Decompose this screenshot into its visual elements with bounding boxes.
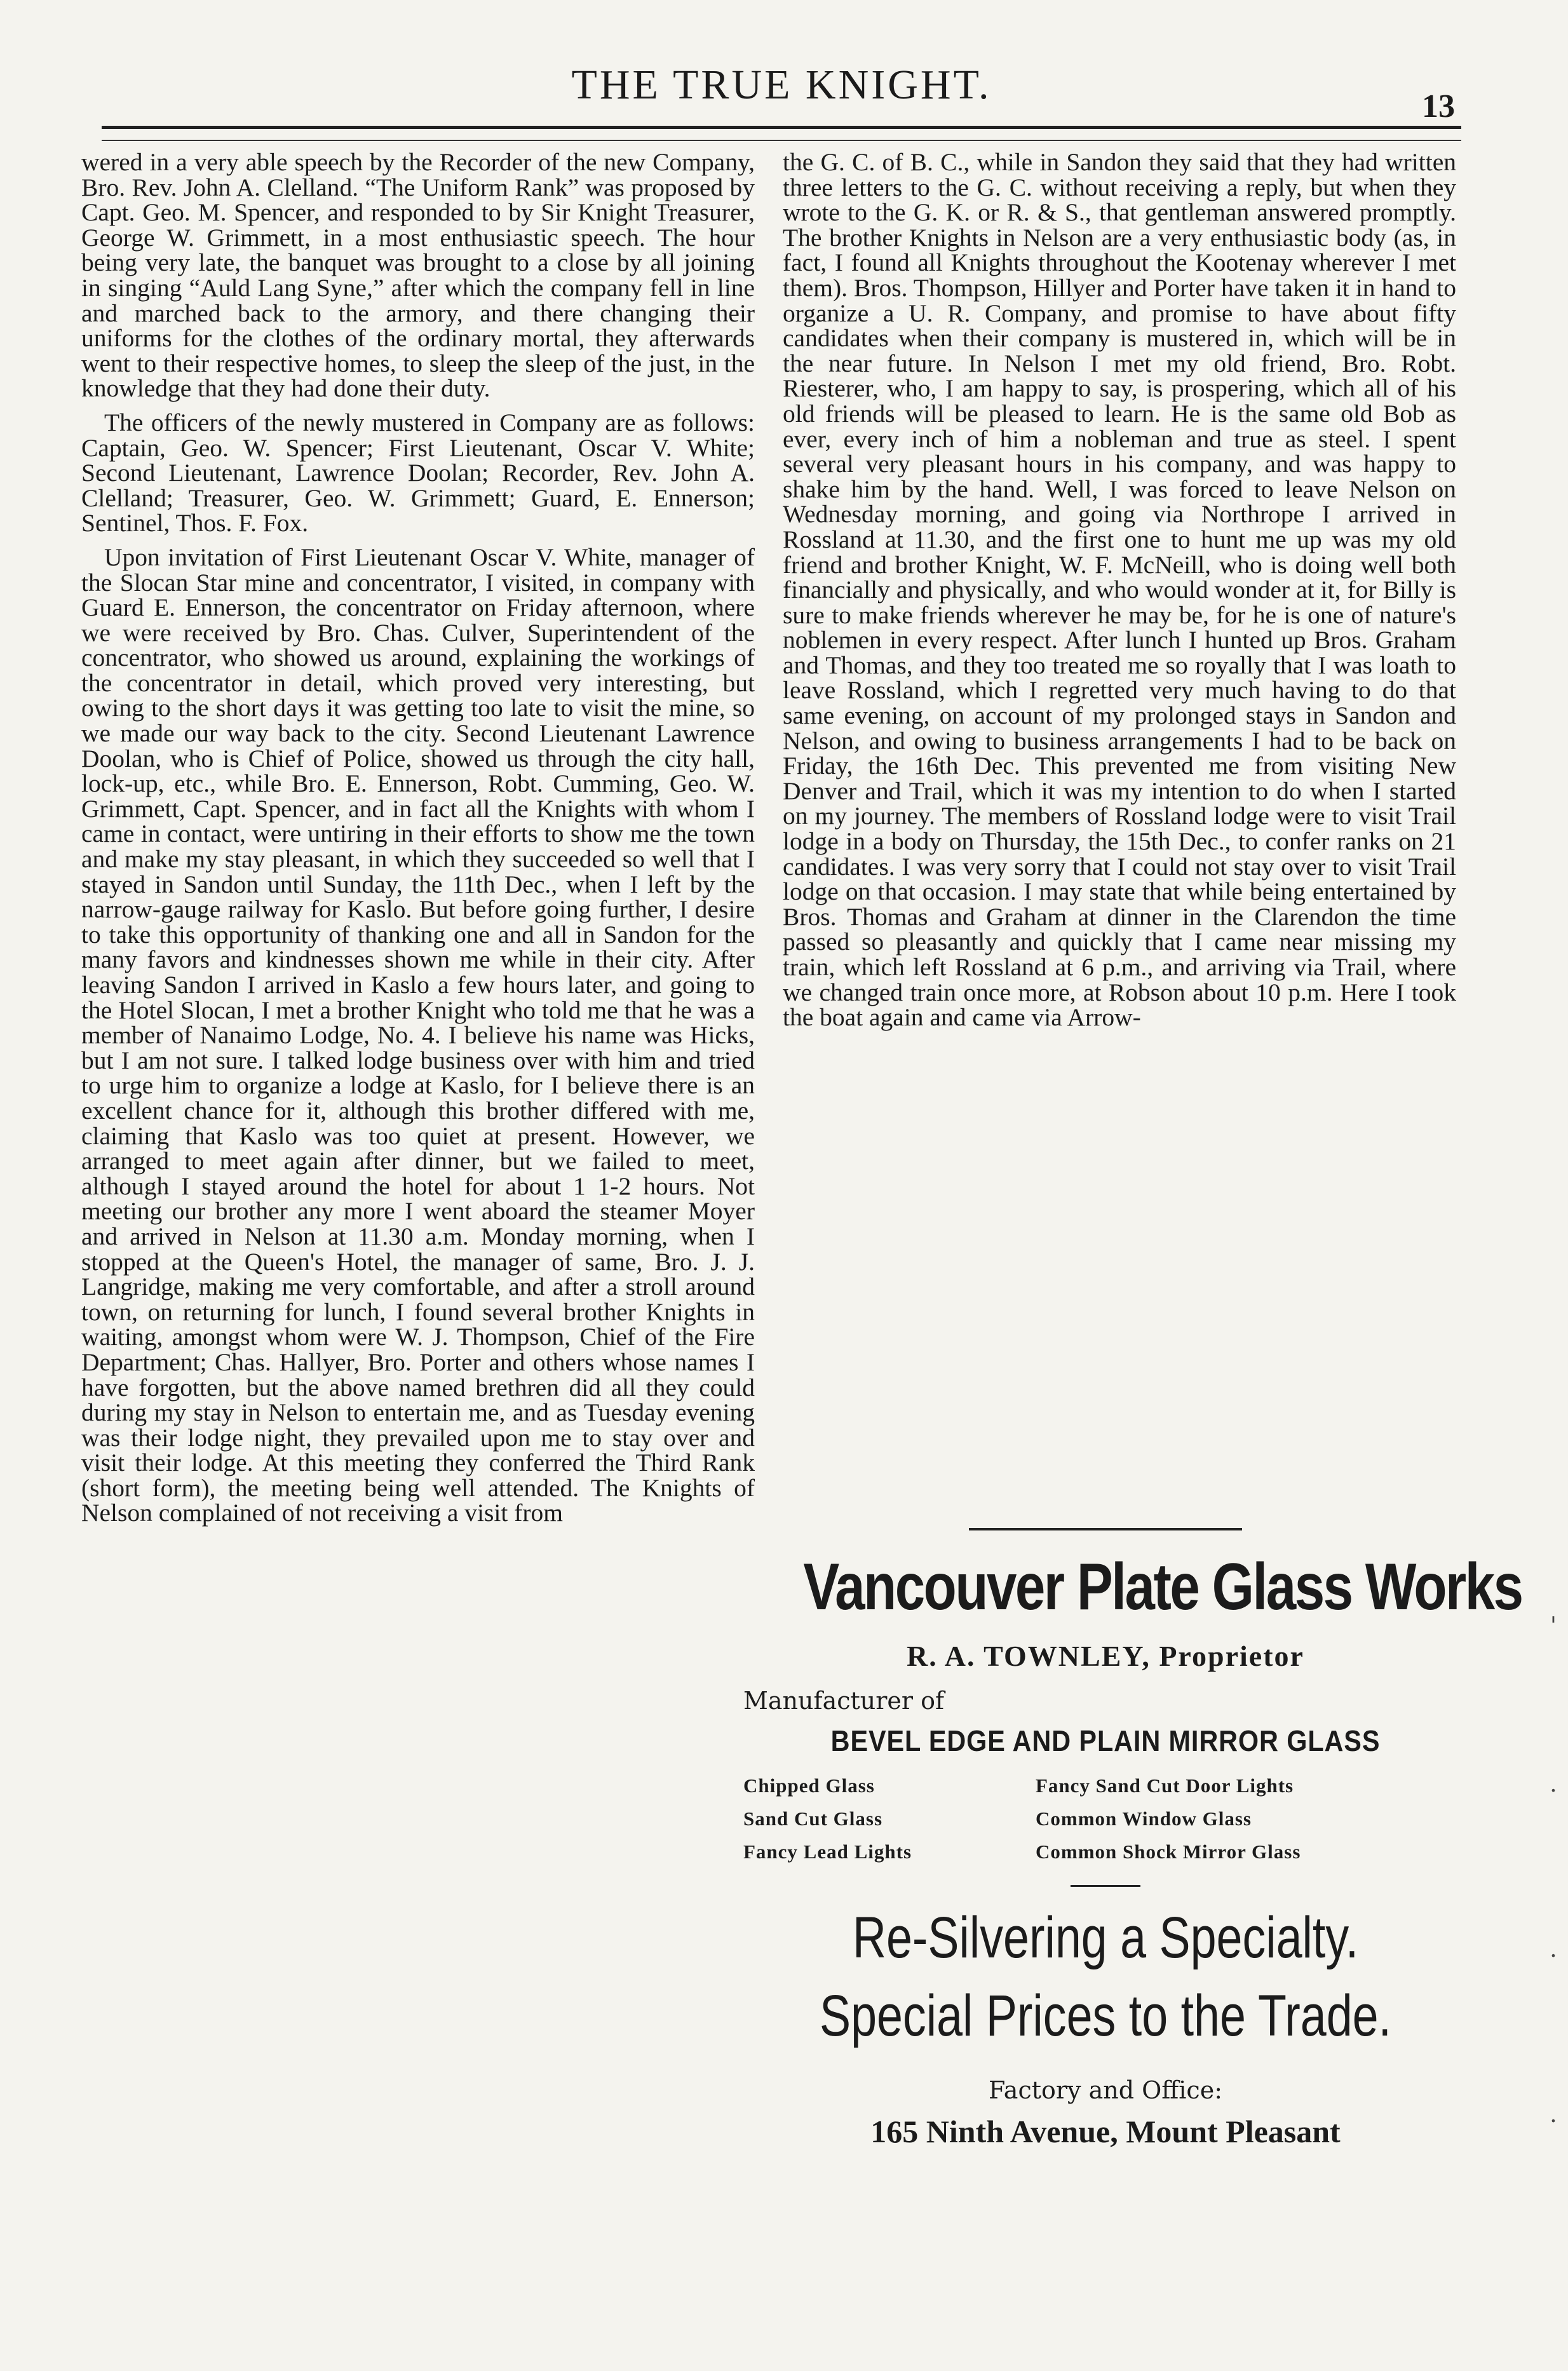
page-number: 13 <box>1422 88 1455 125</box>
ad-address: 165 Ninth Avenue, Mount Pleasant <box>870 2114 1341 2149</box>
right-column <box>783 150 1456 1494</box>
ad-divider <box>969 1528 1242 1530</box>
page-header <box>102 61 1461 131</box>
ad-slogan: Special Prices to the Trade. <box>819 1983 1392 2048</box>
ad-proprietor: R. A. TOWNLEY, Proprietor <box>907 1640 1304 1672</box>
advertisement <box>737 1528 1522 2290</box>
ad-product-item: Fancy Sand Cut Door Lights <box>1036 1774 1294 1797</box>
ad-product-item: Common Shock Mirror Glass <box>1036 1841 1301 1863</box>
running-title: THE TRUE KNIGHT. <box>571 62 992 108</box>
paragraph: the G. C. of B. C., while in Sandon they said that they had written three letters to the G. C. without receiving a reply, but when they wrote to the G. K. or R. & S., that gentleman answered promptly. The brother Knights in Nelson are a very enthusiastic body (as, in fact, I found all Knights throughout the Kootenay wherever I met them). Bros. Thompson, Hillyer and Porter have taken it in hand to organize a U. R. Company, and promise to have about fifty candidates when their company is mustered in, which will be in the near future. In Nelson I met my old friend, Bro. Robt. Riesterer, who, I am happy to say, is prospering, which all of his old friends will be pleased to learn. He is the same old Bob as ever, every inch of him a nobleman and true as steel. I spent several very pleasant hours in his company, and was happy to shake him by the hand. Well, I was forced to leave Nelson on Wednesday morning, and going via Northrope I arrived in Rossland at 11.30, and the first one to hunt me up was my old friend and brother Knight, W. F. McNeill, who is doing well both financially and physically, and who would wonder at it, for Billy is sure to make friends wherever he may be, for he is one of nature's noblemen in every respect. After lunch I hunted up Bros. Graham and Thomas, and they too treated me so royally that I was loath to leave Rossland, which I regretted very much having to do that same evening, on account of my prolonged stays in Sandon and Nelson, and owing to business arrangements I had to be back on Friday, the 16th Dec. This prevented me from visiting New Denver and Trail, which it was my intention to do when I started on my journey. The members of Rossland lodge were to visit Trail lodge in a body on Thursday, the 15th Dec., to confer ranks on 21 candidates. I was very sorry that I could not stay over to visit Trail lodge on that occasion. I may state that while being entertained by Bros. Thomas and Graham at dinner in the Clarendon the time passed so pleasantly and quickly that I came near missing my train, which left Rossland at 6 p.m., and arriving via Trail, where we changed train once more, at Robson about 10 p.m. Here I took the boat again and came via Arrow- <box>783 150 1456 1032</box>
ad-product-item: Sand Cut Glass <box>743 1807 883 1830</box>
ad-manufacturer-label: Manufacturer of <box>743 1687 945 1715</box>
header-rule <box>102 126 1461 129</box>
ad-product-item: Chipped Glass <box>743 1774 875 1797</box>
paragraph: The officers of the newly mustered in Company are as follows: Captain, Geo. W. Spencer; First Lieutenant, Oscar V. White; Second Lieutenant, Lawrence Doolan; Recorder, Rev. John A. Clelland; Treasurer, Geo. W. Grimmett; Guard, E. Ennerson; Sentinel, Thos. F. Fox. <box>81 408 755 537</box>
paragraph: Upon invitation of First Lieutenant Oscar V. White, manager of the Slocan Star mine and concentrator, I visited, in company with Guard E. Ennerson, the concentrator on Friday afternoon, where we were received by Bro. Chas. Culver, Superintendent of the concentrator, who showed us around, explaining the workings of the concentrator in detail, which proved very interesting, but owing to the short days it was getting too late to visit the mine, so we made our way back to the city. Second Lieutenant Lawrence Doolan, who is Chief of Police, showed us through the city hall, lock-up, etc., while Bro. E. Ennerson, Robt. Cumming, Geo. W. Grimmett, Capt. Spencer, and in fact all the Knights with whom I came in contact, were untiring in their efforts to show me the town and make my stay pleasant, in which they succeeded so well that I stayed in Sandon until Sunday, the 11th Dec., when I left by the narrow-gauge railway for Kaslo. But before going further, I desire to take this opportunity of thanking one and all in Sandon for the many favors and kindnesses shown me while in their city. After leaving Sandon I arrived in Kaslo a few hours later, and going to the Hotel Slocan, I met a brother Knight who told me that he was a member of Nanaimo Lodge, No. 4. I believe his name was Hicks, but I am not sure. I talked lodge business over with him and tried to urge him to organize a lodge at Kaslo, for I believe there is an excellent chance for it, although this brother differed with me, claiming that Kaslo was too quiet at present. However, we arranged to meet again after dinner, but we failed to meet, although I stayed around the hotel for about 1 1-2 hours. Not meeting our brother any more I went aboard the steamer Moyer and arrived in Nelson at 11.30 a.m. Monday morning, when I stopped at the Queen's Hotel, the manager of same, Bro. J. J. Langridge, making me very comfortable, and after a stroll around town, on returning for lunch, I found several brother Knights in waiting, amongst whom were W. J. Thompson, Chief of the Fire Department; Chas. Hallyer, Bro. Porter and others whose names I have forgotten, but the above named brethren did all they could during my stay in Nelson to entertain me, and as Tuesday evening was their lodge night, they prevailed upon me to stay over and visit their lodge. At this meeting they conferred the Third Rank (short form), the meeting being well attended. The Knights of Nelson complained of not receiving a visit from <box>81 543 755 1527</box>
ad-product-item: Fancy Lead Lights <box>743 1841 912 1863</box>
ad-company-name: Vancouver Plate Glass Works <box>803 1550 1522 1624</box>
ad-short-divider <box>1071 1885 1140 1887</box>
paragraph: wered in a very able speech by the Recorder of the new Company, Bro. Rev. John A. Clelland. “The Uniform Rank” was proposed by Capt. Geo. M. Spencer, and responded to by Sir Knight Treasurer, George W. Grimmett, in a most enthusiastic speech. The hour being very late, the banquet was brought to a close by all joining in singing “Auld Lang Syne,” after which the company fell in line and marched back to the armory, and there changing their uniforms for the clothes of the ordinary mortal, they afterwards went to their respective homes, to sleep the sleep of the just, in the knowledge that they had done their duty. <box>81 148 755 403</box>
ad-product-list <box>743 1774 1474 1863</box>
ad-slogan: Re-Silvering a Specialty. <box>852 1905 1359 1970</box>
scan-margin-marks: ' · · · <box>1550 1613 1557 2135</box>
left-column <box>81 150 755 2266</box>
ad-product-item: Common Window Glass <box>1036 1807 1252 1830</box>
ad-main-product: BEVEL EDGE AND PLAIN MIRROR GLASS <box>830 1724 1381 1757</box>
header-rule-thin <box>102 140 1461 141</box>
ad-office-label: Factory and Office: <box>989 2076 1222 2104</box>
